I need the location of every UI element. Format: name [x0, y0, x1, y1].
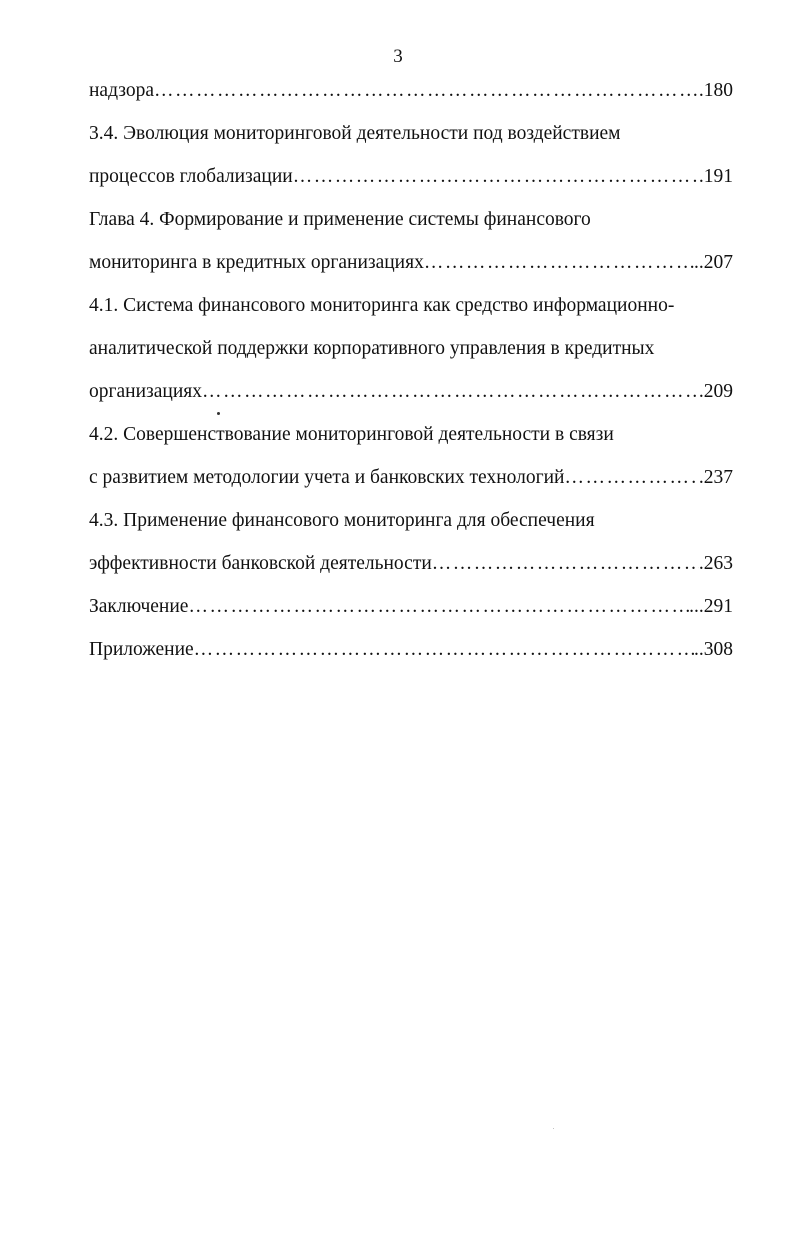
toc-dot-leader — [424, 248, 694, 278]
toc-entry-title: эффективности банковской деятельности — [89, 553, 432, 574]
toc-entry-title: 4.1. Система финансового мониторинга как средство информационно- — [89, 295, 675, 316]
toc-entry-page: ..308 — [694, 639, 733, 660]
toc-entry-title: мониторинга в кредитных организациях — [89, 252, 424, 273]
page-number: 3 — [393, 46, 403, 67]
toc-dot-leader — [202, 377, 699, 407]
toc-entry — [89, 248, 733, 291]
toc-dot-leader — [194, 635, 694, 665]
scan-speck — [217, 412, 220, 415]
toc-entry-page: .191 — [698, 166, 733, 187]
toc-entry — [89, 377, 733, 420]
toc-entry — [89, 76, 733, 119]
toc-entry-title: процессов глобализации — [89, 166, 293, 187]
toc-dot-leader — [293, 162, 699, 192]
toc-entry — [89, 291, 733, 334]
toc-entry-title: с развитием методологии учета и банковских технологий — [89, 467, 565, 488]
toc-entry — [89, 420, 733, 463]
toc-entry — [89, 162, 733, 205]
toc-entry-title: Заключение — [89, 596, 189, 617]
toc-entry-page: .263 — [698, 553, 733, 574]
scan-speck — [553, 1128, 554, 1129]
toc-entry-page: .180 — [698, 80, 733, 101]
toc-dot-leader — [564, 463, 698, 493]
toc-entry-title: 4.2. Совершенствование мониторинговой деятельности в связи — [89, 424, 614, 445]
table-of-contents — [89, 76, 733, 678]
toc-entry-title: аналитической поддержки корпоративного управления в кредитных — [89, 338, 655, 359]
toc-entry-title: 3.4. Эволюция мониторинговой деятельности под воздействием — [89, 123, 621, 144]
toc-entry — [89, 592, 733, 635]
toc-entry-title: организациях — [89, 381, 202, 402]
toc-entry-title: Приложение — [89, 639, 194, 660]
toc-entry — [89, 205, 733, 248]
toc-entry-title: 4.3. Применение финансового мониторинга для обеспечения — [89, 510, 595, 531]
toc-entry — [89, 463, 733, 506]
toc-entry-title: надзора — [89, 80, 154, 101]
toc-entry-page: .237 — [698, 467, 733, 488]
toc-entry-page: ..207 — [694, 252, 733, 273]
toc-entry — [89, 334, 733, 377]
toc-entry-page: ...291 — [689, 596, 733, 617]
toc-entry — [89, 549, 733, 592]
toc-entry — [89, 506, 733, 549]
toc-entry-page: .209 — [698, 381, 733, 402]
toc-dot-leader — [154, 76, 699, 106]
toc-entry — [89, 119, 733, 162]
toc-dot-leader — [188, 592, 689, 622]
toc-entry — [89, 635, 733, 678]
toc-entry-title: Глава 4. Формирование и применение системы финансового — [89, 209, 591, 230]
toc-dot-leader — [432, 549, 699, 579]
